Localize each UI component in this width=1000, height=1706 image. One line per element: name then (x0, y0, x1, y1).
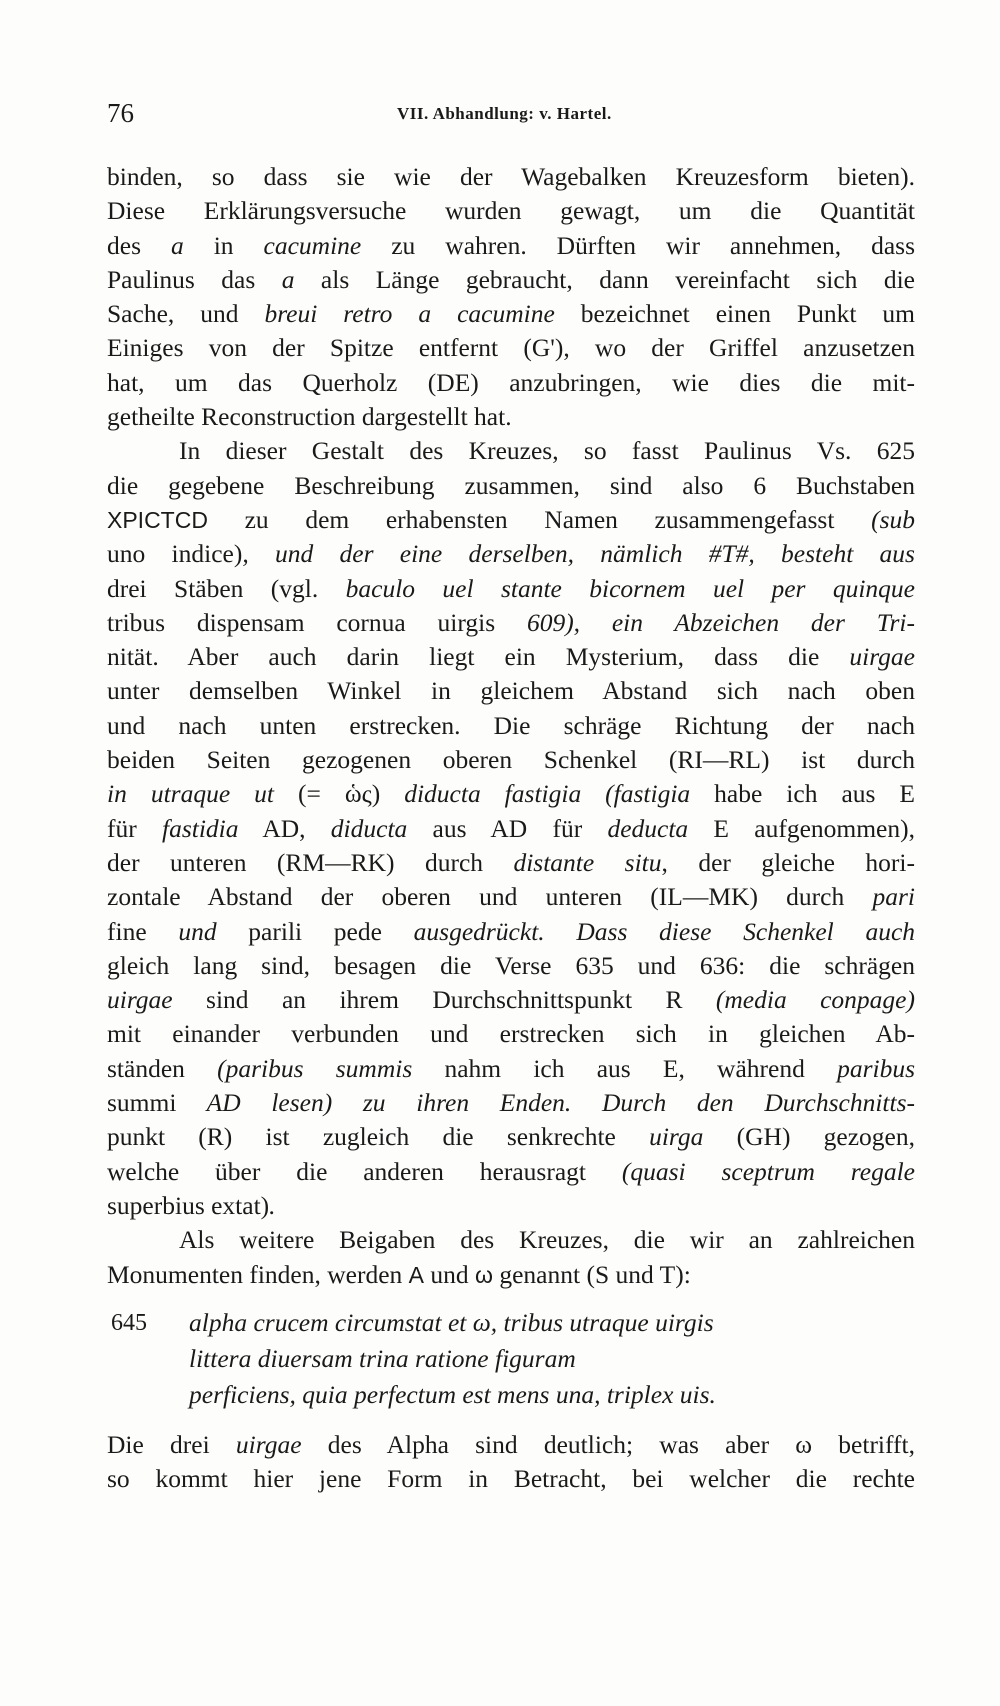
text-line: ständen (paribus summis nahm ich aus E, während paribus (107, 1053, 915, 1083)
text-line: Paulinus das a als Länge gebraucht, dann vereinfacht sich die (107, 264, 916, 294)
text-line: und nach unten erstrecken. Die schräge Richtung der nach (107, 710, 915, 740)
page-number: 76 (107, 98, 134, 128)
text-line: zontale Abstand der oberen und unteren (IL—MK) durch pari (107, 882, 915, 912)
text-line: Diese Erklärungsversuche wurden gewagt, um die Quantität (107, 196, 915, 226)
text-line: summi AD lesen) zu ihren Enden. Durch den Durchschnitts- (107, 1088, 915, 1118)
text-line: In dieser Gestalt des Kreuzes, so fasst Paulinus Vs. 625 (179, 436, 915, 466)
text-line: welche über die anderen herausragt (quasi sceptrum regale (107, 1156, 916, 1186)
text-line: Als weitere Beigaben des Kreuzes, die wir an zahlreichen (179, 1225, 915, 1255)
text-line: drei Stäben (vgl. baculo uel stante bicornem uel per quinque (107, 573, 915, 603)
text-line: tribus dispensam cornua uirgis 609), ein Abzeichen der Tri- (107, 607, 915, 637)
text-line: uirgae sind an ihrem Durchschnittspunkt R (media conpage) (107, 985, 915, 1015)
text-line: Sache, und breui retro a cacumine bezeichnet einen Punkt um (107, 299, 915, 329)
text-line: uno indice), und der eine derselben, nämlich #T#, besteht aus (107, 539, 915, 569)
text-line: getheilte Reconstruction dargestellt hat. (107, 402, 512, 432)
text-line: mit einander verbunden und erstrecken sich in gleichen Ab- (107, 1019, 915, 1049)
paragraph (107, 160, 915, 434)
text-line: in utraque ut (= ὡς) diducta fastigia (fastigia habe ich aus E (107, 779, 915, 809)
text-line: fine und parili pede ausgedrückt. Dass diese Schenkel auch (107, 916, 916, 946)
text-line: des a in cacumine zu wahren. Dürften wir annehmen, dass (107, 230, 915, 260)
text-line: gleich lang sind, besagen die Verse 635 und 636: die schrägen (107, 950, 915, 980)
paragraph (107, 1223, 915, 1292)
text-line: Einiges von der Spitze entfernt (G'), wo der Griffel anzusetzen (107, 333, 915, 363)
verse-line: littera diuersam trina ratione figuram (189, 1343, 576, 1373)
body-text (107, 160, 915, 1496)
paragraph (107, 1428, 915, 1497)
text-line: die gegebene Beschreibung zusammen, sind also 6 Buchstaben (107, 470, 915, 500)
verse-number: 645 (111, 1309, 147, 1336)
verse-line: perficiens, quia perfectum est mens una, triplex uis. (189, 1379, 716, 1409)
text-line: für fastidia AD, diducta aus AD für deducta E aufgenommen), (107, 813, 915, 843)
text-line: Monumenten finden, werden A und ω genannt (S und T): (107, 1259, 691, 1289)
text-line: nität. Aber auch darin liegt ein Mysterium, dass die uirgae (107, 642, 915, 672)
text-line: punkt (R) ist zugleich die senkrechte uirga (GH) gezogen, (107, 1122, 915, 1152)
text-line: beiden Seiten gezogenen oberen Schenkel (RI—RL) ist durch (107, 745, 915, 775)
text-line: hat, um das Querholz (DE) anzubringen, wie dies die mit- (107, 367, 915, 397)
verse-line: alpha crucem circumstat et ω, tribus utraque uirgis (189, 1307, 714, 1337)
text-line: Die drei uirgae des Alpha sind deutlich; was aber ω betrifft, (107, 1429, 916, 1459)
page-header (107, 98, 915, 138)
text-line: XPICTCD zu dem erhabensten Namen zusammengefasst (sub (107, 504, 915, 534)
text-line: superbius extat). (107, 1190, 276, 1220)
text-line: der unteren (RM—RK) durch distante situ, der gleiche hori- (107, 847, 915, 877)
text-line: binden, so dass sie wie der Wagebalken Kreuzesform bieten). (107, 162, 915, 191)
paragraph (107, 434, 915, 1223)
text-line: unter demselben Winkel in gleichem Abstand sich nach oben (107, 676, 915, 706)
text-line: so kommt hier jene Form in Betracht, bei welcher die rechte (107, 1464, 915, 1494)
running-head: VII. Abhandlung: v. Hartel. (397, 104, 612, 123)
verse-block (107, 1306, 915, 1414)
